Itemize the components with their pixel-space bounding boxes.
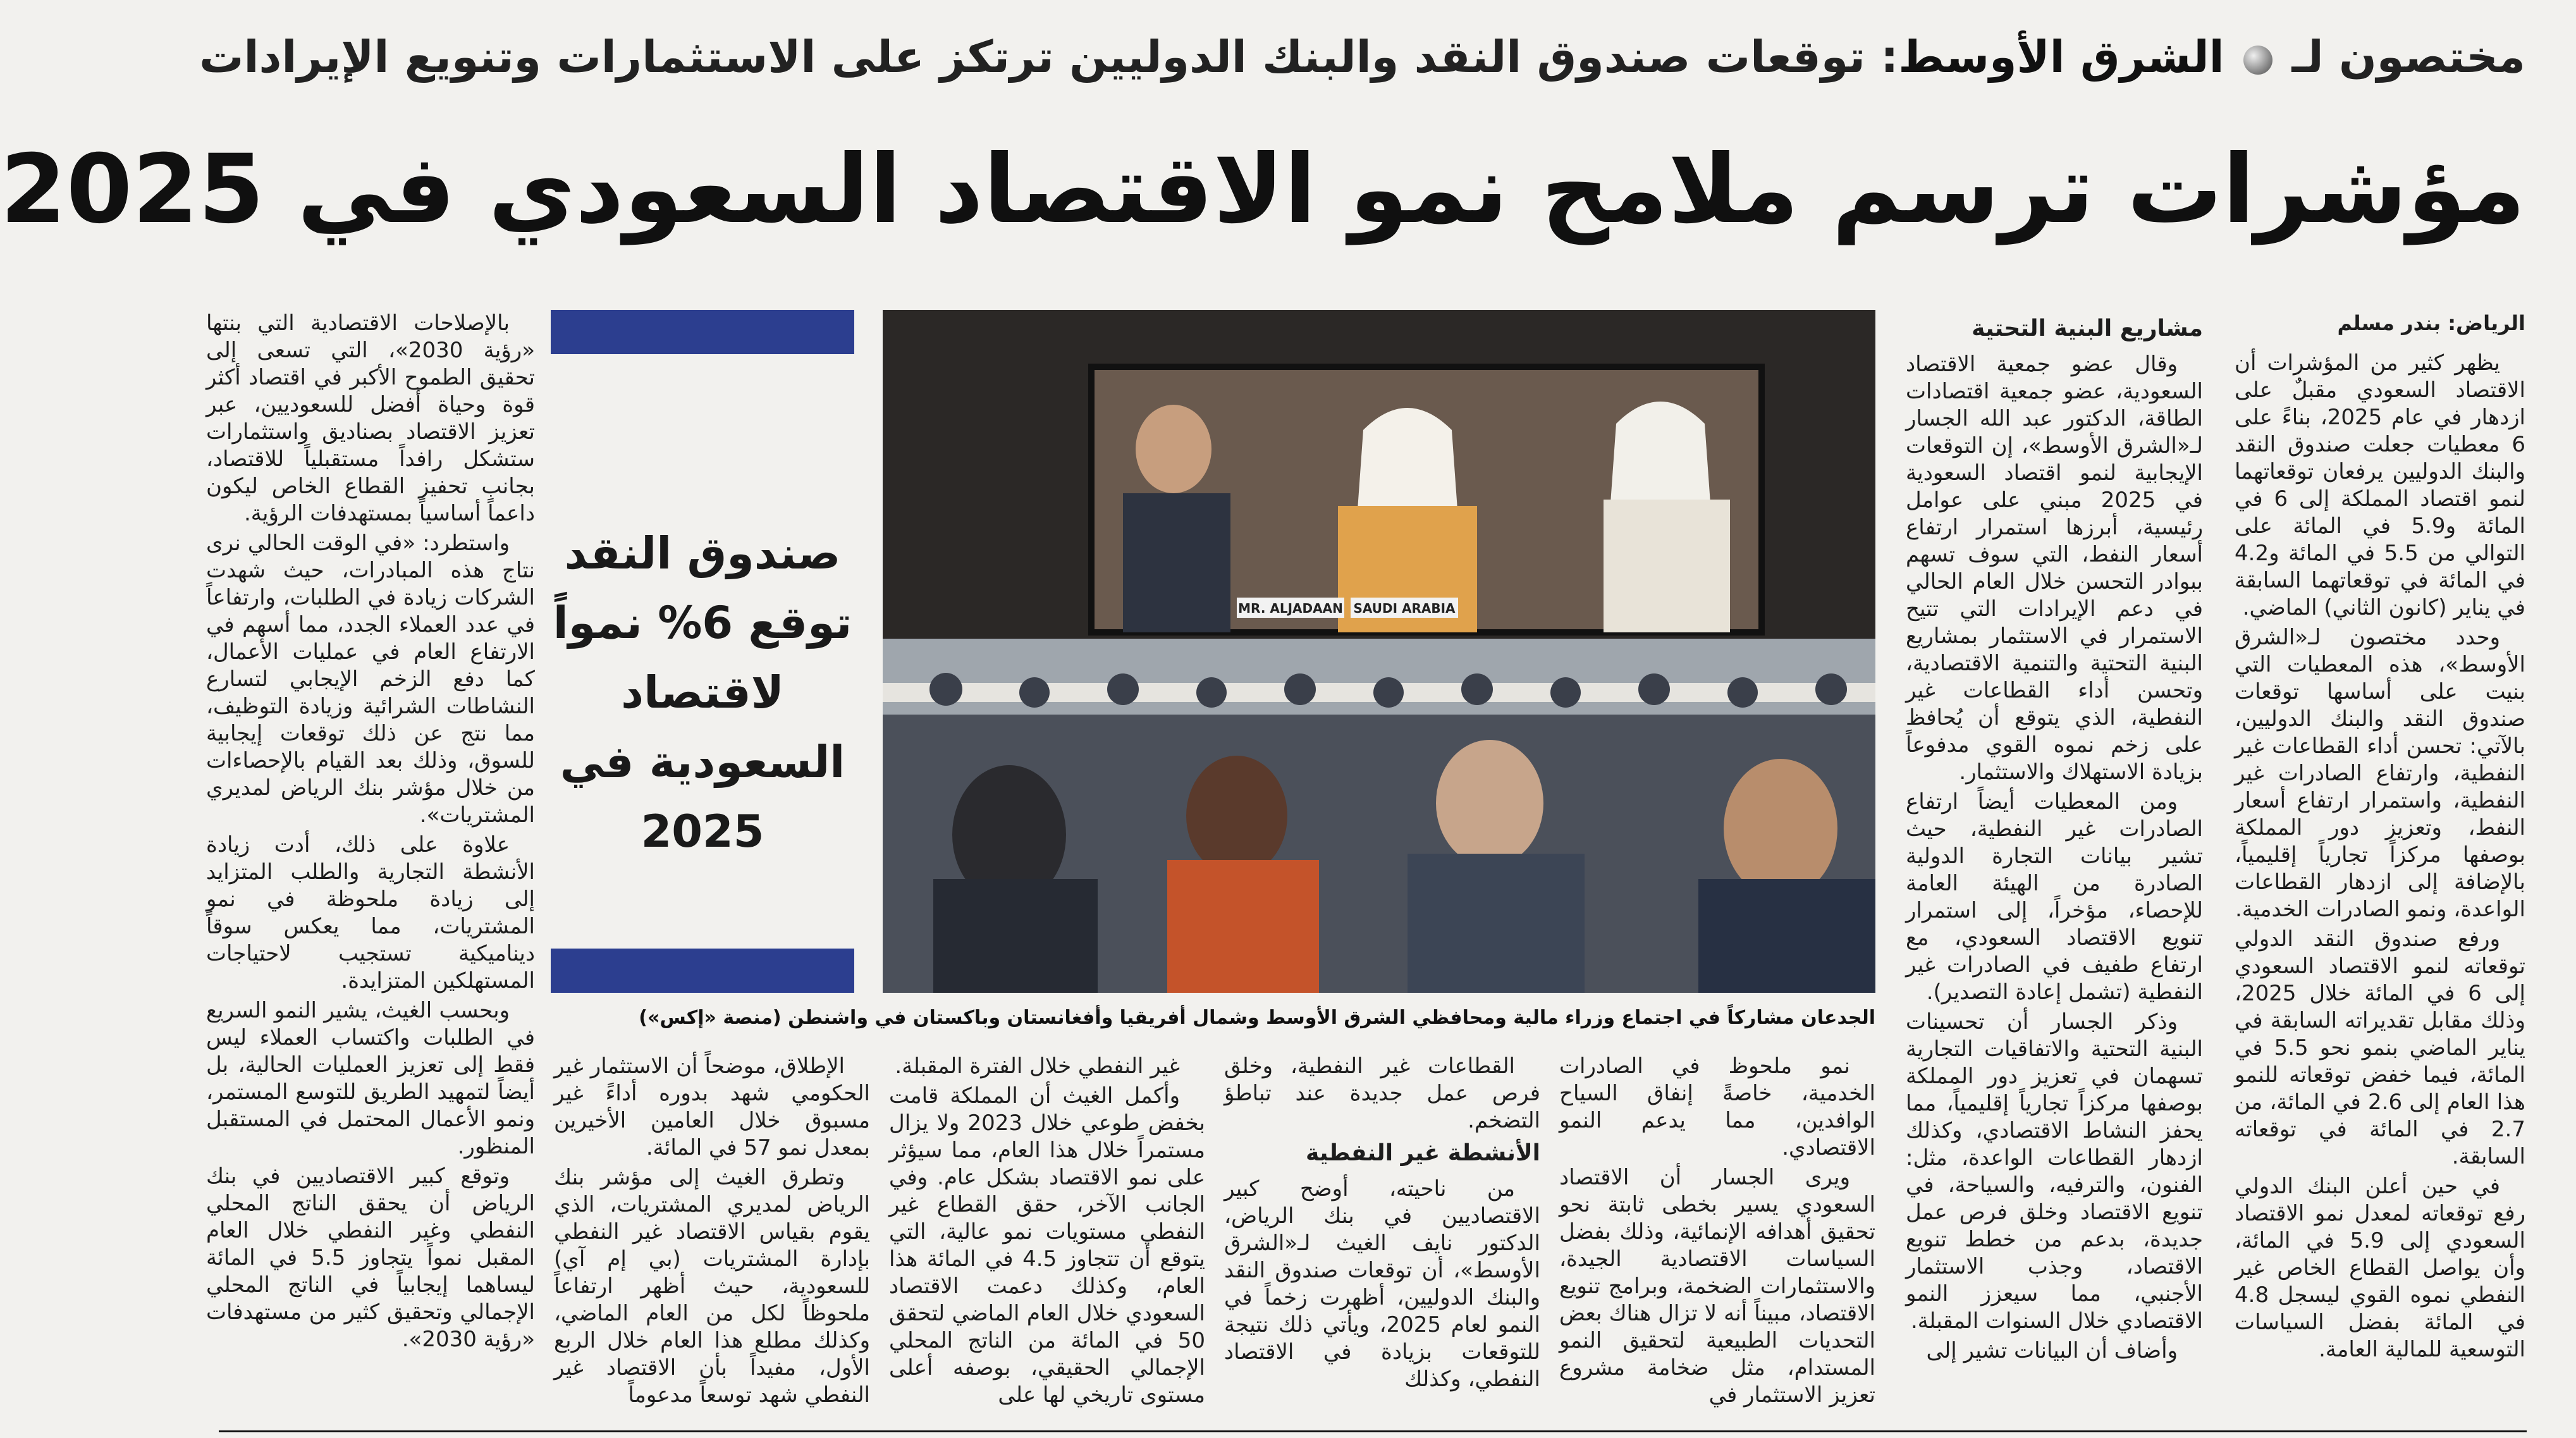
newspaper-logo-icon: [2243, 46, 2272, 75]
article-column-4: [1224, 1053, 1540, 1426]
subhead-non-oil-activities: الأنشطة غير النفطية: [1305, 1140, 1540, 1166]
article-column-1: [2235, 310, 2525, 1423]
paragraph: علاوة على ذلك، أدت زيادة الأنشطة التجارية والطلب المتزايد إلى زيادة ملحوظة في نمو المشتريات، مما يعكس سوقاً ديناميكية تستجيب لاحتياجات المستهلكين المتزايدة.: [206, 832, 535, 993]
paragraph: ومن المعطيات أيضاً ارتفاع الصادرات غير النفطية، حيث تشير بيانات التجارة الدولية الصادرة من الهيئة العامة للإحصاء، مؤخراً، إلى استمرار تنويع الاقتصاد السعودي، مع ارتفاع طفيف في الصادرات غير النفطية (تشمل إعادة التصدير).: [1906, 789, 2203, 1005]
pullquote: صندوق النقد توقع 6% نمواً لاقتصاد السعودية في 2025: [553, 527, 852, 857]
article-column-3: [1559, 1053, 1875, 1426]
conference-photo-illustration: [883, 310, 1875, 993]
photo-caption: الجدعان مشاركاً في اجتماع وزراء مالية ومحافظي الشرق الأوسط وشمال أفريقيا وأفغانستان وباكستان في واشنطن (منصة «إكس»): [639, 1007, 1875, 1029]
article-column-7: [206, 310, 535, 1429]
paragraph: وتطرق الغيث إلى مؤشر بنك الرياض لمديري المشتريات، الذي يقوم بقياس الاقتصاد غير النفطي بإدارة المشتريات (بي إم آي) للسعودية، حيث أظهر ارتفاعاً ملحوظاً لكل من العام الماضي، وكذلك مطلع هذا العام خلال الربع الأول، مفيداً بأن الاقتصاد غير النفطي شهد توسعاً مدعوماً: [554, 1165, 870, 1408]
paragraph: وذكر الجسار أن تحسينات البنية التحتية والاتفاقيات التجارية تسهمان في تعزيز دور المملكة بوصفها مركزاً تجارياً إقليمياً، مما يحفز النشاط الاقتصادي، وكذلك ازدهار القطاعات الواعدة، مثل: الفنون، والترفيه، والسياحة، في تنويع الاقتصاد وخلق فرص عمل جديدة، بدعم من خطط تنويع الاقتصاد، وجذب الاستثمار الأجنبي، مما سيعزز النمو الاقتصادي خلال السنوات المقبلة.: [1906, 1009, 2203, 1334]
paragraph: الإطلاق، موضحاً أن الاستثمار غير الحكومي شهد بدوره أداءً غير مسبوق خلال العامين الأخيرين بمعدل نمو 57 في المائة.: [554, 1054, 870, 1160]
kicker: [199, 25, 2525, 89]
headline: مؤشرات ترسم ملامح نمو الاقتصاد السعودي في 2025: [0, 135, 2525, 245]
kicker-lead: مختصون لـ: [2291, 31, 2525, 83]
paragraph: ويرى الجسار أن الاقتصاد السعودي يسير بخطى ثابتة نحو تحقيق أهدافه الإنمائية، وذلك بفضل السياسات الاقتصادية الجيدة، والاستثمارات الضخمة، وبرامج تنويع الاقتصاد، مبيناً أنه لا تزال هناك بعض التحديات الطبيعية لتحقيق النمو المستدام، مثل ضخامة مشروع تعزيز الاستثمار في: [1559, 1165, 1875, 1408]
paragraph: بالإصلاحات الاقتصادية التي بنتها «رؤية 2030»، التي تسعى إلى تحقيق الطموح الأكبر في اقتصاد أكثر قوة وحياة أفضل للسعوديين، عبر تعزيز الاقتصاد بصناديق واستثمارات ستشكل رافداً مستقبلياً للاقتصاد، بجانب تحفيز القطاع الخاص ليكون داعماً أساسياً بمستهدفات الرؤية.: [206, 310, 535, 526]
paragraph: واستطرد: «في الوقت الحالي نرى نتاج هذه المبادرات، حيث شهدت الشركات زيادة في الطلبات، وارتفاعاً في عدد العملاء الجدد، مما أسهم في الارتفاع العام في عمليات الأعمال، كما دفع الزخم الإيجابي لتسارع النشاطات الشرائية وزيادة التوظيف، مما نتج عن ذلك توقعات إيجابية للسوق، وذلك بعد القيام بالإحصاءات من خلال مؤشر بنك الرياض لمديري المشتريات».: [206, 531, 535, 828]
kicker-rest: : توقعات صندوق النقد والبنك الدوليين ترتكز على الاستثمارات وتنويع الإيرادات: [199, 31, 1899, 83]
subhead-infrastructure: مشاريع البنية التحتية: [1972, 316, 2203, 341]
paragraph: في حين أعلن البنك الدولي رفع توقعاته لمعدل نمو الاقتصاد السعودي إلى 5.9 في المائة، وأن يواصل القطاع الخاص غير النفطي نموه القوي ليسجل 4.8 في المائة بفضل السياسات التوسعية للمالية العامة.: [2235, 1174, 2525, 1362]
paragraph: وبحسب الغيث، يشير النمو السريع في الطلبات واكتساب العملاء ليس فقط إلى تعزيز العمليات الحالية، بل أيضاً لتمهيد الطريق للتوسع المستمر، ونمو الأعمال المحتمل في المستقبل المنظور.: [206, 998, 535, 1159]
article-column-5: [889, 1053, 1205, 1426]
kicker-brand: الشرق الأوسط: [1898, 31, 2224, 83]
paragraph: غير النفطي خلال الفترة المقبلة.: [895, 1054, 1180, 1079]
byline: الرياض: بندر مسلم: [2337, 311, 2525, 335]
news-photo: [883, 310, 1875, 993]
nameplate-aljadaan: MR. ALJADAAN: [1238, 601, 1343, 616]
paragraph: وأضاف أن البيانات تشير إلى: [1926, 1338, 2178, 1363]
paragraph: وقال عضو جمعية الاقتصاد السعودية، عضو جمعية اقتصادات الطاقة، الدكتور عبد الله الجسار لـ«الشرق الأوسط»، إن التوقعات الإيجابية لنمو اقتصاد السعودية في 2025 مبني على عوامل رئيسية، أبرزها استمرار ارتفاع أسعار النفط، التي سوف تسهم ببوادر التحسن خلال العام الحالي في دعم الإيرادات التي تتيح الاستمرار في الاستثمار بمشاريع البنية التحتية والتنمية الاقتصادية، وتحسن أداء القطاعات غير النفطية، الذي يتوقع أن يُحافظ على زخم نموه القوي مدفوعاً بزيادة الاستهلاك والاستثمار.: [1906, 352, 2203, 785]
paragraph: من ناحيته، أوضح كبير الاقتصاديين في بنك الرياض، الدكتور نايف الغيث لـ«الشرق الأوسط»، أن توقعات صندوق النقد والبنك الدوليين، أظهرت زخماً في النمو لعام 2025، ويأتي ذلك نتيجة للتوقعات بزيادة في الاقتصاد النفطي، وكذلك: [1224, 1176, 1540, 1392]
paragraph: وتوقع كبير الاقتصاديين في بنك الرياض أن يحقق الناتج المحلي النفطي وغير النفطي خلال العام المقبل نمواً يتجاوز 5.5 في المائة ليساهما إيجابياً في الناتج المحلي الإجمالي وتحقيق كثير من مستهدفات «رؤية 2030».: [206, 1164, 535, 1352]
paragraph: وحدد مختصون لـ«الشرق الأوسط»، هذه المعطيات التي بنيت على أساسها توقعات صندوق النقد والبنك الدوليين، بالآتي: تحسن أداء القطاعات غير النفطية، وارتفاع الصادرات غير النفطية، واستمرار ارتفاع أسعار النفط، وتعزيز دور المملكة بوصفها مركزاً تجارياً إقليمياً، بالإضافة إلى ازدهار القطاعات الواعدة، ونمو الصادرات الخدمية.: [2235, 625, 2525, 922]
pullquote-bottom-bar: [551, 949, 854, 993]
paragraph: القطاعات غير النفطية، وخلق فرص عمل جديدة عند تباطؤ التضخم.: [1224, 1054, 1540, 1133]
article-column-2: [1906, 310, 2203, 1423]
paragraph: ورفع صندوق النقد الدولي توقعاته لنمو الاقتصاد السعودي إلى 6 في المائة خلال 2025، وذلك مقابل تقديراته السابقة في يناير الماضي بنمو نحو 5.5 في المائة، فيما خفض توقعاته للنمو هذا العام إلى 2.6 في المائة، من 2.7 في المائة في توقعاته السابقة.: [2235, 926, 2525, 1169]
paragraph: يظهر كثير من المؤشرات أن الاقتصاد السعودي مقبلٌ على ازدهار في عام 2025، بناءً على 6 معطيات جعلت صندوق النقد والبنك الدوليين يرفعان توقعاتهما لنمو اقتصاد المملكة إلى 6 في المائة و5.9 في المائة على التوالي من 5.5 في المائة و4.2 في المائة في توقعاتهما السابقة في يناير (كانون الثاني) الماضي.: [2235, 350, 2525, 620]
bottom-rule: [219, 1430, 2527, 1432]
nameplate-country: SAUDI ARABIA: [1353, 601, 1456, 616]
paragraph: نمو ملحوظ في الصادرات الخدمية، خاصةً إنفاق السياح الوافدين، مما يدعم النمو الاقتصادي.: [1559, 1054, 1875, 1160]
article-column-6: [554, 1053, 870, 1426]
pullquote-top-bar: [551, 310, 854, 354]
paragraph: وأكمل الغيث أن المملكة قامت بخفض طوعي خلال 2023 ولا يزال مستمراً خلال هذا العام، مما سيؤثر على نمو الاقتصاد بشكل عام. وفي الجانب الآخر، حقق القطاع غير النفطي مستويات نمو عالية، التي يتوقع أن تتجاوز 4.5 في المائة هذا العام، وكذلك دعمت الاقتصاد السعودي خلال العام الماضي لتحقق 50 في المائة من الناتج المحلي الإجمالي الحقيقي، بوصفه أعلى مستوى تاريخي لها على: [889, 1083, 1206, 1408]
